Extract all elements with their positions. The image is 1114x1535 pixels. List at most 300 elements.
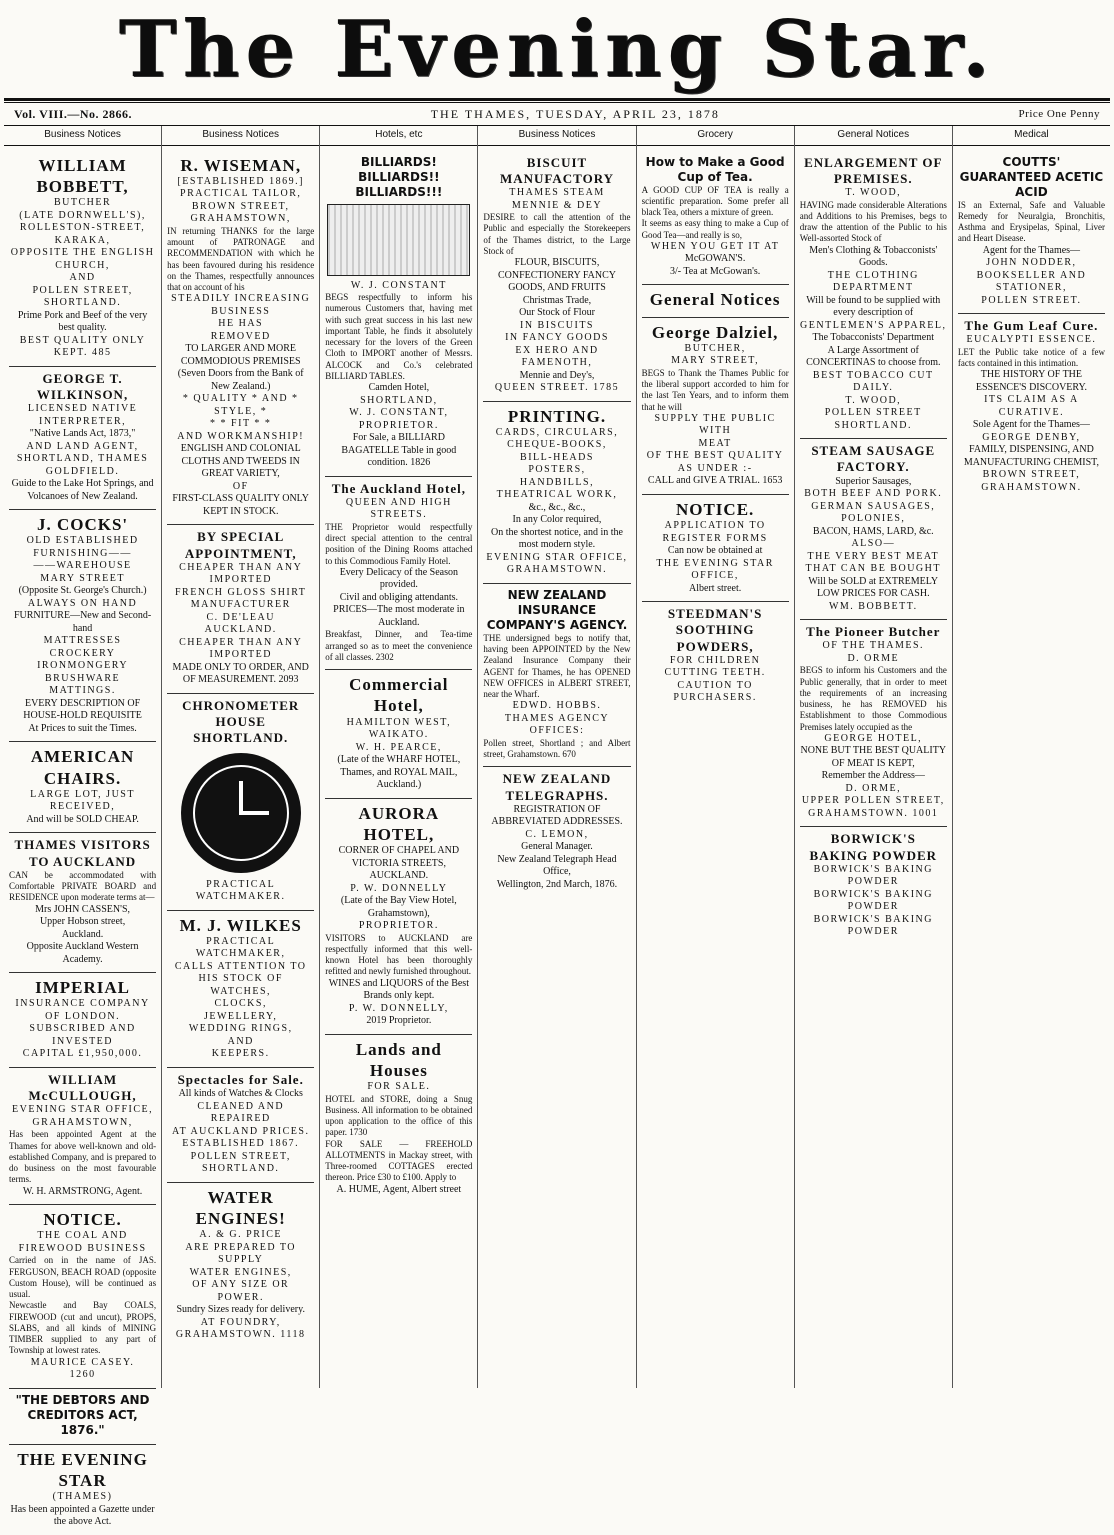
advertisement <box>9 1445 156 1535</box>
ad-line: UPPER POLLEN STREET, <box>801 795 945 807</box>
ad-line: POLLEN STREET. <box>981 294 1082 306</box>
advertisement <box>642 285 789 317</box>
ad-line: WATER ENGINES, <box>189 1266 292 1278</box>
ad-line: MARY STREET <box>40 572 125 584</box>
ad-line: BACON, HAMS, LARD, &c. <box>812 525 934 537</box>
advertisement <box>167 1068 314 1183</box>
ad-line: SHORTLAND. <box>834 419 912 431</box>
ad-line: SHORTLAND, <box>360 394 438 406</box>
ad-headline: THAMES VISITORS TO AUCKLAND <box>14 837 151 869</box>
ad-line: GEORGE HOTEL, <box>824 732 923 744</box>
advertisement <box>325 799 472 1035</box>
ad-headline: NOTICE. <box>43 1210 122 1229</box>
ad-line: New Zealand Telegraph Head Office, <box>497 853 617 878</box>
ad-line: LET the Public take notice of a few facts contained in this intimation. <box>957 346 1105 368</box>
ad-line: WEDDING RINGS, <box>188 1023 293 1035</box>
ad-headline: ENLARGEMENT OF PREMISES. <box>804 154 943 186</box>
ad-line: BRUSHWARE <box>44 672 121 684</box>
advertisement <box>325 1035 472 1203</box>
ad-line: CHEQUE-BOOKS, <box>507 439 607 451</box>
ad-line: MARY STREET, <box>671 355 760 367</box>
ad-headline: George Dalziel, <box>651 322 779 342</box>
ad-line: Superior Sausages, <box>835 475 912 487</box>
ad-line: IN returning THANKS for the large amount of PATRONAGE and RECOMMENDATION with which he has been favoured during his residence on the Thames, respectfully announces that on account of his <box>167 225 315 292</box>
ad-line: T. WOOD, <box>845 187 902 198</box>
ad-line: LARGE LOT, JUST RECEIVED, <box>30 788 135 813</box>
ad-line: Carried on in the name of JAS. FERGUSON, BEACH ROAD (opposite Custom House), will be continued as usual. <box>9 1255 157 1299</box>
advertisement <box>958 314 1105 500</box>
ad-line: IS an External, Safe and Valuable Remedy for Neuralgia, Bronchitis, Asthma and Erysipelas, Spinal, Liver and Heart Disease. <box>957 199 1105 244</box>
ad-line: C. LEMON, <box>525 828 589 840</box>
ad-line: BUTCHER, <box>684 342 746 354</box>
ad-line: McGOWAN'S. <box>684 253 746 265</box>
ad-line: W. J. CONSTANT, <box>349 407 449 418</box>
ad-line: HAVING made considerable Alterations and Additions to his Premises, begs to draw the attention of the Public to his Well-assorted Stock of <box>799 199 947 244</box>
ad-line: HANDBILLS, <box>519 476 595 488</box>
ad-line: EVENING STAR OFFICE, <box>486 551 628 563</box>
ad-line: MADE ONLY TO ORDER, AND OF MEASUREMENT. 2093 <box>172 661 309 686</box>
ad-line: BEGS respectfully to inform his numerous Customers that, having met with such great success in his last new important Table, he finds it absolutely necessary for the lovers of the Green Cloth to IMPORT another of Messrs. ALCOCK and Co.'s celebrated BILLIARD TABLES. <box>325 292 473 381</box>
ad-line: INSURANCE COMPANY <box>15 998 150 1010</box>
ad-line: POLLEN STREET <box>824 407 922 418</box>
volume-number: Vol. VIII.—No. 2866. <box>14 106 133 121</box>
ad-line: Sole Agent for the Thames— <box>972 419 1090 431</box>
ad-line: PROPRIETOR. <box>358 920 439 931</box>
ad-line: MENNIE & DEY <box>511 199 603 211</box>
ad-headline: WATER ENGINES! <box>195 1187 286 1228</box>
ad-line: A GOOD CUP OF TEA is really a scientific preparation. Some prefer all black Tea, others a mixture of green. <box>641 184 789 217</box>
ad-line: Prime Pork and Beef of the very best quality. <box>17 309 148 333</box>
ad-line: WATCHES, <box>210 985 272 997</box>
ad-line: APPLICATION TO REGISTER FORMS <box>662 520 768 544</box>
ad-line: FAMILY, DISPENSING, AND MANUFACTURING CHEMIST, <box>963 444 1100 468</box>
ad-line: CALLS ATTENTION TO HIS STOCK OF <box>174 960 307 985</box>
advertisement <box>642 318 789 495</box>
ad-line: 2019 Proprietor. <box>366 1015 432 1026</box>
column-header: Hotels, etc <box>320 126 477 146</box>
ad-line: Civil and obliging attendants. <box>339 591 459 603</box>
ad-line: On the shortest notice, and in the most modern style. <box>491 526 623 551</box>
advertisement <box>167 911 314 1068</box>
advertisement <box>800 439 947 620</box>
ad-headline: The Pioneer Butcher <box>806 624 941 639</box>
ad-line: Newcastle and Bay COALS, FIREWOOD (cut and uncut), PROPS, SLABS, and all kinds of MINING TIMBER supplied to any part of Township at lowest rates. <box>9 1300 157 1356</box>
ad-headline: J. COCKS' <box>36 515 129 534</box>
ad-line: CHEAPER THAN ANY IMPORTED <box>179 561 303 586</box>
billiard-table-illustration <box>327 204 470 276</box>
ad-line: CALL and GIVE A TRIAL. 1653 <box>647 475 783 487</box>
ad-line: BUTCHER <box>53 197 112 208</box>
ad-line: &c., &c., &c., <box>528 501 586 513</box>
ad-headline: NEW ZEALAND INSURANCE COMPANY'S AGENCY. <box>486 587 628 632</box>
ad-line: (Late of the WHARF HOTEL, Thames, and ROYAL MAIL, Auckland.) <box>337 754 461 790</box>
ad-line: ALSO— <box>851 538 896 549</box>
ad-line: REMOVED <box>210 330 271 342</box>
ad-line: AND WORKMANSHIP! <box>177 430 305 442</box>
ad-line: FIRST-CLASS QUALITY ONLY KEPT IN STOCK. <box>172 493 310 517</box>
ad-line: HOTEL and STORE, doing a Snug Business. All information to be obtained upon application to the office of this paper. 1730 <box>325 1093 473 1138</box>
ad-line: OLD ESTABLISHED <box>26 535 139 547</box>
ad-line: BROWN STREET, <box>191 200 290 212</box>
ad-line: OF ANY SIZE OR POWER. <box>192 1279 290 1303</box>
ad-line: (Seven Doors from the Bank of New Zealand.) <box>177 368 304 392</box>
ad-line: Christmas Trade, <box>522 294 592 306</box>
ad-headline: BY SPECIAL APPOINTMENT, <box>184 529 297 561</box>
ad-line: EVENING STAR OFFICE, <box>11 1104 154 1116</box>
advertisement <box>325 151 472 477</box>
advertisement <box>958 151 1105 315</box>
ad-headline: NEW ZEALAND TELEGRAPHS. <box>502 771 612 803</box>
ad-line: CHEAPER THAN ANY IMPORTED <box>179 636 303 661</box>
ad-line: BORWICK'S BAKING POWDER <box>813 888 933 913</box>
ad-line: THE EVENING STAR OFFICE, <box>656 557 774 581</box>
ad-line: C. DE'LEAU <box>206 611 275 623</box>
ad-line: BEGS to Thank the Thames Public for the liberal support accorded to him for the last Ten Years, and to inform them that he will <box>641 367 789 412</box>
advertisement <box>642 602 789 711</box>
ad-line: FOR SALE. <box>367 1081 431 1092</box>
ad-headline: BISCUIT MANUFACTORY <box>499 154 615 186</box>
ad-line: NONE BUT THE BEST QUALITY OF MEAT IS KEPT, <box>800 745 947 769</box>
columns-area <box>4 125 1110 1527</box>
ad-line: Opposite Auckland Western Academy. <box>26 941 139 965</box>
ad-line: Can now be obtained at <box>667 545 763 556</box>
ad-headline: WILLIAM BOBBETT, <box>36 155 129 196</box>
ad-line: Mrs JOHN CASSEN'S, <box>35 903 131 915</box>
ad-line: BEST TOBACCO CUT DAILY. <box>812 369 934 393</box>
ad-line: Remember the Address— <box>821 770 925 782</box>
ad-line: BEGS to inform his Customers and the Public generally, that in order to meet the requirements of an increasing business, he has REMOVED his Establishment to those Commodious Premises lately occupied as the <box>799 665 947 732</box>
advertisement <box>9 1068 156 1205</box>
ad-line: (LATE DORNWELL'S), <box>19 209 146 221</box>
ad-line: Pollen street, Shortland ; and Albert street, Grahamstown. 670 <box>483 737 631 759</box>
advertisement <box>642 495 789 602</box>
advertisement <box>800 151 947 440</box>
advertisement <box>9 1205 156 1389</box>
ad-line: ENGLISH AND COLONIAL CLOTHS AND TWEEDS IN GREAT VARIETY, <box>180 443 301 480</box>
ad-line: In any Color required, <box>512 514 602 526</box>
masthead <box>4 6 1110 94</box>
ad-line: GEORGE DENBY, <box>982 431 1081 443</box>
ad-line: BOTH BEEF AND PORK. <box>804 488 943 499</box>
ad-line: GRAHAMSTOWN. <box>506 564 608 576</box>
ad-line: THAT CAN BE BOUGHT <box>805 563 941 574</box>
ad-line: WINES and LIQUORS of the Best Brands only kept. <box>328 977 469 1001</box>
ad-line: A. HUME, Agent, Albert street <box>336 1183 462 1195</box>
column-1 <box>4 126 162 1527</box>
ad-headline: STEEDMAN'S SOOTHING POWDERS, <box>667 606 763 654</box>
ad-line: Will be found to be supplied with every description of <box>806 294 941 318</box>
ad-headline: AURORA HOTEL, <box>358 803 440 844</box>
ad-line: EUCALYPTI ESSENCE. <box>966 334 1097 346</box>
ad-line: All kinds of Watches & Clocks <box>178 1088 303 1099</box>
ad-line: ALWAYS ON HAND <box>27 597 138 609</box>
ad-line: BORWICK'S BAKING POWDER <box>813 863 933 888</box>
ad-line: FRENCH GLOSS SHIRT MANUFACTURER <box>175 586 307 611</box>
ad-line: JEWELLERY, <box>203 1010 278 1022</box>
ad-line: GERMAN SAUSAGES, POLONIES, <box>811 500 936 524</box>
ad-line: GRAHAMSTOWN, <box>32 1116 133 1128</box>
ad-headline: BILLIARDS! BILLIARDS!! BILLIARDS!!! <box>355 154 443 199</box>
ad-headline: BORWICK'S BAKING POWDER <box>809 831 938 863</box>
ad-line: THAMES STEAM <box>509 187 605 198</box>
column-2 <box>162 126 320 1388</box>
ad-line: FLOUR, BISCUITS, CONFECTIONERY FANCY GOODS, AND FRUITS <box>497 257 617 293</box>
ad-line: OF THE BEST QUALITY <box>646 450 784 462</box>
ad-line: Has been appointed Agent at the Thames for above well-known and old-established Company, and is prepared to do business on the most favourable terms. <box>9 1129 157 1185</box>
ad-line: AS UNDER :- <box>677 462 753 474</box>
ad-line: A Large Assortment of CONCERTINAS to choose from. <box>806 344 941 368</box>
ad-line: The Tobacconists' Department <box>812 332 934 343</box>
ad-line: D. ORME <box>847 652 900 664</box>
newspaper-title: The Evening Star. <box>118 4 996 95</box>
ad-line: REGISTRATION OF ABBREVIATED ADDRESSES. <box>491 803 623 828</box>
advertisement <box>325 670 472 799</box>
ad-line: THE COAL AND FIREWOOD BUSINESS <box>18 1230 147 1254</box>
ad-line: AND <box>227 1035 254 1047</box>
ad-headline: R. WISEMAN, <box>180 155 302 175</box>
advertisement <box>9 833 156 973</box>
ad-line: Our Stock of Flour <box>519 307 595 318</box>
ad-line: MATTRESSES <box>43 635 122 647</box>
ad-line: IN FANCY GOODS <box>505 332 609 343</box>
ad-line: W. J. CONSTANT <box>350 279 447 291</box>
advertisement <box>325 477 472 671</box>
ad-line: BILL-HEADS <box>520 451 594 463</box>
column-header: Business Notices <box>4 126 161 146</box>
ad-line: CLEANED AND REPAIRED <box>197 1100 285 1124</box>
ad-line: * * FIT * * <box>210 418 272 430</box>
column-4 <box>478 126 636 1388</box>
ad-line: POSTERS, <box>528 464 586 476</box>
advertisement <box>167 525 314 694</box>
ad-line: EVERY DESCRIPTION OF HOUSE-HOLD REQUISITE <box>23 697 142 722</box>
ad-line: Guide to the Lake Hot Springs, and Volcanoes of New Zealand. <box>11 478 154 502</box>
ad-line: W. H. ARMSTRONG, Agent. <box>22 1185 143 1197</box>
advertisement <box>9 510 156 742</box>
ad-headline: COUTTS' GUARANTEED ACETIC ACID <box>959 154 1104 199</box>
ad-headline: CHRONOMETER HOUSE SHORTLAND. <box>182 697 300 746</box>
column-header: General Notices <box>795 126 952 146</box>
ad-line: Wellington, 2nd March, 1876. <box>496 878 618 890</box>
ad-line: Men's Clothing & Tobacconists' Goods. <box>809 244 938 268</box>
ad-line: (Opposite St. George's Church.) <box>18 585 147 597</box>
ad-line: THE HISTORY OF THE ESSENCE'S DISCOVERY. <box>975 369 1087 393</box>
ad-line: Agent for the Thames— <box>982 244 1081 256</box>
advertisement <box>9 151 156 367</box>
ad-line: AT FOUNDRY, <box>200 1316 281 1328</box>
column-header: Business Notices <box>478 126 635 146</box>
ad-line: General Manager. <box>521 841 593 853</box>
ad-line: ——WAREHOUSE <box>33 560 132 572</box>
ad-line: DESIRE to call the attention of the Public and especially the Storekeepers of the Thames district, to the Large Stock of <box>483 212 631 256</box>
ad-headline: General Notices <box>649 290 781 310</box>
ad-line: AND <box>69 272 96 283</box>
ad-line: Sundry Sizes ready for delivery. <box>176 1304 305 1315</box>
column-header: Medical <box>953 126 1110 146</box>
price: Price One Penny <box>1018 108 1100 120</box>
ad-headline: WILLIAM McCULLOUGH, <box>28 1071 137 1103</box>
ad-line: GRAHAMSTOWN, <box>190 213 291 225</box>
ad-line: THAMES AGENCY OFFICES: <box>504 712 610 737</box>
ad-line: CAUTION TO PURCHASERS. <box>673 679 757 704</box>
ad-line: CAPITAL £1,950,000. <box>22 1048 143 1060</box>
advertisement <box>483 767 630 897</box>
ad-line: ARE PREPARED TO SUPPLY <box>185 1241 297 1265</box>
ad-line: It seems as easy thing to make a Cup of Good Tea—and really is so, <box>641 218 789 240</box>
ad-line: MAURICE CASEY. <box>30 1356 135 1368</box>
dateline <box>4 103 1110 125</box>
ad-headline: AMERICAN CHAIRS. <box>30 747 135 788</box>
ad-headline: The Gum Leaf Cure. <box>964 318 1099 333</box>
ad-line: Has been appointed a Gazette under the above Act. <box>10 1503 155 1527</box>
ad-line: CLOCKS, <box>214 998 267 1010</box>
ad-line: WITH <box>699 425 732 437</box>
ad-line: Auckland. <box>61 928 104 940</box>
ad-line: OF THE THAMES. <box>822 640 925 652</box>
column-header: Business Notices <box>162 126 319 146</box>
ad-line: A. & G. PRICE <box>199 1229 282 1240</box>
ad-line: SUBSCRIBED AND INVESTED <box>29 1023 136 1047</box>
place-date: THE THAMES, TUESDAY, APRIL 23, 1878 <box>430 106 720 121</box>
ad-line: Breakfast, Dinner, and Tea-time arranged so as to meet the convenience of all classes. 2302 <box>325 629 473 662</box>
ad-line: MEAT <box>698 437 732 449</box>
ad-headline: THE EVENING STAR <box>17 1449 148 1490</box>
ad-line: IRONMONGERY <box>37 660 129 672</box>
advertisement <box>483 151 630 402</box>
ad-line: At Prices to suit the Times. <box>28 722 137 734</box>
advertisement <box>483 402 630 584</box>
ad-headline: "THE DEBTORS AND CREDITORS ACT, 1876." <box>15 1392 150 1437</box>
ad-line: THE CLOTHING DEPARTMENT <box>827 269 919 293</box>
ad-line: Mennie and Dey's, <box>519 369 595 381</box>
ad-line: AUCKLAND. <box>204 624 277 636</box>
ad-line: ITS CLAIM AS A CURATIVE. <box>984 394 1079 418</box>
ad-line: VISITORS to AUCKLAND are respectfully informed that this well-known Hotel has been thoroughly refitted and newly furnished throughout. <box>325 932 473 977</box>
ad-line: Albert street. <box>689 582 742 594</box>
ad-line: POLLEN STREET, SHORTLAND. <box>190 1150 291 1174</box>
ad-line: BOOKSELLER AND STATIONER, <box>976 269 1087 293</box>
column-7 <box>953 126 1110 1388</box>
ad-line: HAMILTON WEST, WAIKATO. <box>346 716 452 740</box>
ad-headline: NOTICE. <box>675 499 755 519</box>
ad-line: Upper Hobson street, <box>39 916 126 927</box>
ad-line: PRACTICAL TAILOR, <box>180 188 302 200</box>
ad-line: * QUALITY * AND * STYLE, * <box>182 393 299 417</box>
ad-line: LICENSED NATIVE INTERPRETER, <box>27 403 138 427</box>
ad-line: [ESTABLISHED 1869.] <box>177 175 304 187</box>
ad-line: PRICES—The most moderate in Auckland. <box>333 604 465 628</box>
advertisement <box>9 367 156 511</box>
column-5 <box>637 126 795 1388</box>
advertisement <box>800 827 947 945</box>
ad-line: POLLEN STREET, SHORTLAND. <box>32 284 133 308</box>
ad-line: AND LAND AGENT, <box>26 440 139 452</box>
ad-line: CARDS, CIRCULARS, <box>495 426 619 438</box>
ad-line: D. ORME, <box>845 782 902 794</box>
ad-line: TO LARGER AND MORE COMMODIOUS PREMISES <box>180 343 301 367</box>
ad-line: CORNER OF CHAPEL AND VICTORIA STREETS, AUCKLAND. <box>338 845 460 881</box>
ad-line: And will be SOLD CHEAP. <box>26 813 139 825</box>
advertisement <box>642 151 789 286</box>
ad-headline: M. J. WILKES <box>179 915 302 935</box>
ad-line: "Native Lands Act, 1873," <box>29 428 136 439</box>
ad-line: PROPRIETOR. <box>358 419 439 431</box>
ad-line: P. W. DONNELLY, <box>348 1002 449 1014</box>
ad-line: ESTABLISHED 1867. <box>182 1138 300 1149</box>
ad-line: P. W. DONNELLY <box>350 882 448 894</box>
ad-line: JOHN NODDER, <box>986 257 1077 268</box>
ad-line: PRACTICAL <box>206 878 276 890</box>
ad-line: EX HERO AND FAMENOTH, <box>515 344 599 368</box>
ad-headline: How to Make a Good Cup of Tea. <box>645 154 785 184</box>
ad-line: ROLLESTON-STREET, KARAKA, <box>19 222 146 246</box>
ad-headline: IMPERIAL <box>35 978 131 997</box>
ad-line: T. WOOD, <box>845 394 902 406</box>
ad-line: FURNISHING—— <box>33 547 132 559</box>
ad-line: (Late of the Bay View Hotel, Grahamstown), <box>340 895 457 919</box>
ad-headline: GEORGE T. WILKINSON, <box>36 370 129 402</box>
advertisement <box>167 151 314 526</box>
ad-line: QUEEN AND HIGH STREETS. <box>345 496 452 521</box>
ad-line: FOR SALE — FREEHOLD ALLOTMENTS in Mackay street, with Three-roomed COTTAGES erected thereon. Price £30 to £100. Apply to <box>325 1138 473 1183</box>
ad-line: EDWD. HOBBS. <box>512 700 602 712</box>
ad-headline: The Auckland Hotel, <box>331 480 466 496</box>
advertisement <box>9 1389 156 1445</box>
ad-line: OF <box>232 480 249 492</box>
ad-line: Every Delicacy of the Season provided. <box>339 566 458 591</box>
ad-headline: PRINTING. <box>507 406 607 426</box>
ad-line: GRAHAMSTOWN. <box>981 481 1082 493</box>
advertisement <box>483 584 630 768</box>
ad-line: SUPPLY THE PUBLIC <box>654 412 776 424</box>
ad-headline: STEAM SAUSAGE FACTORY. <box>811 443 936 475</box>
ad-line: BORWICK'S BAKING POWDER <box>813 913 933 938</box>
advertisement <box>167 694 314 911</box>
column-header: Grocery <box>637 126 794 146</box>
ad-line: CAN be accommodated with Comfortable PRIVATE BOARD and RESIDENCE upon moderate terms at— <box>9 869 157 903</box>
advertisement <box>9 973 156 1068</box>
ad-line: GRAHAMSTOWN. 1001 <box>808 807 939 819</box>
ad-line: BROWN STREET, <box>982 469 1081 481</box>
ad-line: STEADILY INCREASING BUSINESS <box>171 293 311 317</box>
advertisement <box>800 620 947 827</box>
ad-line: W. H. PEARCE, <box>355 741 442 753</box>
ad-line: GENTLEMEN'S APPAREL, <box>800 319 947 331</box>
masthead-rule <box>4 98 1110 101</box>
advertisement <box>167 1183 314 1348</box>
ad-line: CROCKERY <box>49 647 116 659</box>
ad-line: GRAHAMSTOWN. 1118 <box>175 1329 306 1340</box>
column-3 <box>320 126 478 1388</box>
ad-line: THE Proprietor would respectfully direct special attention to the central position of the Dining Rooms attached to this Commodious Family Hotel. <box>325 521 473 566</box>
ad-line: SHORTLAND, THAMES GOLDFIELD. <box>16 453 149 477</box>
ad-line: 3/- Tea at McGowan's. <box>669 265 761 277</box>
ad-line: THE undersigned begs to notify that, having been APPOINTED by the New Zealand Insurance Company their AGENT for Thames, he has OPENED NEW OFFICES in ALBERT STREET, near the Wharf. <box>483 632 631 699</box>
ad-line: WM. BOBBETT. <box>828 600 918 612</box>
ad-line: MATTINGS. <box>49 685 116 697</box>
ad-line: IN BISCUITS <box>519 319 594 331</box>
ad-line: WATCHMAKER. <box>195 891 286 902</box>
column-6 <box>795 126 953 1388</box>
ad-line: BEST QUALITY ONLY KEPT. 485 <box>19 334 146 358</box>
ad-line: FOR CHILDREN CUTTING TEETH. <box>664 654 766 679</box>
ad-line: For Sale, a BILLIARD BAGATELLE Table in good condition. 1826 <box>341 432 457 468</box>
ad-line: 1260 <box>69 1369 96 1380</box>
ad-line: OPPOSITE THE ENGLISH CHURCH, <box>10 247 155 271</box>
ad-line: QUEEN STREET. 1785 <box>494 382 620 393</box>
ad-line: PRACTICAL WATCHMAKER, <box>195 935 286 960</box>
ad-headline: Spectacles for Sale. <box>177 1071 304 1087</box>
